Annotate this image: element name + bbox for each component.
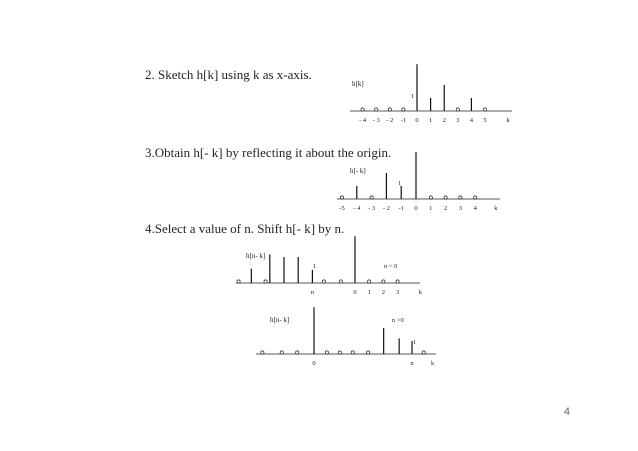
unit-label: 1: [413, 339, 417, 346]
tick-label: -5: [339, 205, 345, 212]
zero-sample-circle: [264, 280, 267, 283]
tick-label: k: [494, 205, 498, 212]
zero-sample-circle: [351, 351, 354, 354]
zero-sample-circle: [339, 280, 342, 283]
zero-sample-circle: [388, 108, 391, 111]
tick-label: 4: [469, 117, 474, 124]
zero-sample-circle: [340, 196, 343, 199]
tick-label: 3: [458, 205, 463, 212]
tick-label: 3: [456, 117, 460, 124]
step-3-text: 3.Obtain h[- k] by reflecting it about the origin.: [145, 145, 392, 160]
zero-sample-circle: [474, 196, 477, 199]
tick-label: 5: [483, 117, 487, 124]
zero-sample-circle: [375, 108, 378, 111]
tick-label: - 3: [368, 205, 376, 212]
tick-label: 0: [312, 360, 316, 367]
zero-sample-circle: [237, 280, 240, 283]
unit-label: 1: [313, 263, 317, 270]
tick-label: 0: [414, 205, 418, 212]
tick-label: 3: [395, 289, 400, 296]
tick-label: 1: [367, 289, 371, 296]
step-4-text: 4.Select a value of n. Shift h[- k] by n.: [145, 221, 345, 236]
tick-label: - 2: [382, 205, 390, 212]
unit-label: 1: [411, 93, 415, 100]
zero-sample-circle: [325, 351, 328, 354]
zero-sample-circle: [422, 351, 425, 354]
zero-sample-circle: [361, 108, 364, 111]
unit-label: 1: [398, 180, 402, 187]
plot-title: h[n- k]: [270, 316, 290, 324]
tick-label: - 4: [353, 205, 361, 212]
tick-label: - 4: [359, 117, 367, 124]
zero-sample-circle: [322, 280, 325, 283]
tick-label: 0: [415, 117, 419, 124]
tick-label: n: [410, 360, 414, 367]
plot-title: h[n- k]: [246, 252, 266, 260]
tick-label: -1: [398, 205, 404, 212]
zero-sample-circle: [429, 196, 432, 199]
zero-sample-circle: [444, 196, 447, 199]
shift-note: n < 0: [384, 263, 398, 270]
zero-sample-circle: [280, 351, 283, 354]
zero-sample-circle: [456, 108, 459, 111]
zero-sample-circle: [338, 351, 341, 354]
zero-sample-circle: [402, 108, 405, 111]
tick-label: - 3: [372, 117, 380, 124]
tick-label: k: [506, 117, 510, 124]
plot-title: h[k]: [352, 80, 364, 88]
page-number: 4: [563, 406, 570, 418]
tick-label: 0: [353, 289, 357, 296]
tick-label: 2: [381, 289, 386, 296]
tick-label: 2: [443, 205, 448, 212]
zero-sample-circle: [483, 108, 486, 111]
tick-label: -1: [400, 117, 407, 124]
tick-label: k: [431, 360, 435, 367]
zero-sample-circle: [396, 280, 399, 283]
tick-label: 4: [473, 205, 477, 212]
zero-sample-circle: [382, 280, 385, 283]
zero-sample-circle: [261, 351, 264, 354]
tick-label: 1: [428, 117, 433, 124]
zero-sample-circle: [367, 351, 370, 354]
zero-sample-circle: [296, 351, 299, 354]
tick-label: - 2: [386, 117, 394, 124]
step-2-text: 2. Sketch h[k] using k as x-axis.: [145, 67, 312, 82]
shift-note: n >0: [392, 317, 404, 324]
tick-label: 1: [429, 205, 433, 212]
tick-label: k: [418, 289, 422, 296]
zero-sample-circle: [370, 196, 373, 199]
tick-label: n: [310, 289, 315, 296]
zero-sample-circle: [459, 196, 462, 199]
zero-sample-circle: [368, 280, 371, 283]
plot-title: h[- k]: [350, 167, 366, 175]
tick-label: 2: [442, 117, 446, 124]
